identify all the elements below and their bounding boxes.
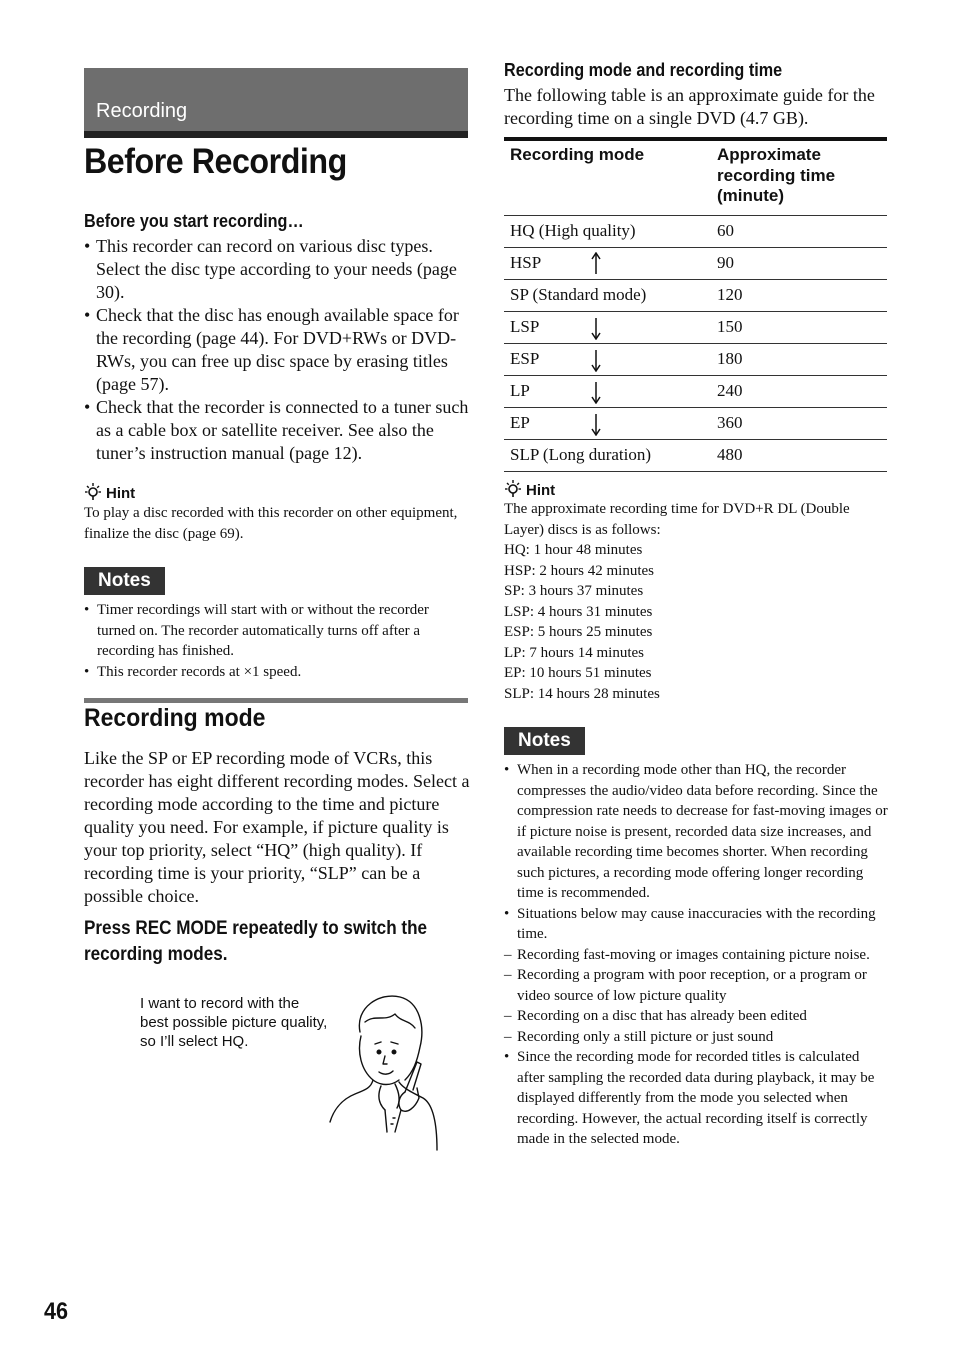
recording-time-table [504, 137, 887, 472]
list-item: • Situations below may cause inaccuracies with the recording time. – Recording fast-moving or images containing picture noise. – Recording a program with poor reception, or a program or video source of low picture quality – Recording on a disc that has already been edited – Recording only a still picture or just sound [504, 904, 888, 1048]
arrow-down-icon [591, 316, 601, 340]
list-item: • This recorder records at ×1 speed. [84, 662, 468, 683]
rec-time-intro: The following table is an approximate guide for the recording time on a single DVD (4.7 GB). [504, 85, 875, 128]
list-item: • Timer recordings will start with or without the recorder turned on. The recorder automatically turns off after a recording has finished. [84, 600, 468, 662]
hint2-text [504, 499, 887, 704]
sub-list-item: – Recording only a still picture or just sound [504, 1027, 888, 1048]
sub-list-item: – Recording a program with poor reception, or a program or video source of low picture quality [504, 965, 888, 1006]
arrow-down-icon [591, 348, 601, 372]
hint-label: Hint [84, 483, 135, 502]
before-start-heading: Before you start recording… [84, 211, 304, 231]
list-item: • Check that the disc has enough available space for the recording (page 44). For DVD+RWs or DVD-RWs, you can free up disc space by erasing titles (page 57). [84, 304, 470, 396]
time-cell: 150 [711, 311, 887, 343]
time-cell: 360 [711, 407, 887, 439]
arrow-up-icon [591, 252, 601, 276]
sub-list-item: – Recording on a disc that has already been edited [504, 1006, 888, 1027]
mode-cell: SP (Standard mode) [504, 279, 711, 311]
header-rule [84, 131, 468, 138]
dl-time-line: SP: 3 hours 37 minutes [504, 583, 644, 599]
list-item: • When in a recording mode other than HQ, the recorder compresses the audio/video data before recording. Since the compression rate needs to decrease for fast-moving images or if picture noise is present, recorded data size increases, and available recording time becomes shorter. When recording such pictures, a recording mode offering longer recording time is recommended. [504, 760, 888, 904]
time-cell: 480 [711, 439, 887, 471]
dl-time-line: ESP: 5 hours 25 minutes [504, 624, 653, 640]
speech-text: I want to record with the best possible picture quality, so I’ll select HQ. [140, 995, 328, 1050]
dl-time-line: HQ: 1 hour 48 minutes [504, 542, 643, 558]
arrow-down-icon [591, 380, 601, 404]
dl-time-line: SLP: 14 hours 28 minutes [504, 685, 660, 702]
recording-mode-paragraph: Like the SP or EP recording mode of VCRs, this recorder has eight different recording modes. Select a recording mode according to the time and picture quality you need. For example, if picture quality is your top priority, select “HQ” (high quality). If recording time is your priority, “SLP” can be a possible choice. [84, 748, 470, 906]
dl-time-line: EP: 10 hours 51 minutes [504, 665, 652, 681]
notes-list [84, 600, 468, 682]
table-row [504, 311, 887, 343]
mode-cell: EP [504, 407, 711, 439]
table-header-row [504, 139, 887, 215]
table-row [504, 343, 887, 375]
arrow-down-icon [591, 412, 601, 436]
page-title: Before Recording [84, 142, 347, 181]
section-label: Recording [96, 100, 188, 122]
sub-list-item: – Recording fast-moving or images containing picture noise. [504, 945, 888, 966]
table-row [504, 279, 887, 311]
hint-label: Hint [504, 480, 555, 499]
hint2-intro: The approximate recording time for DVD+R DL (Double Layer) discs is as follows: [504, 501, 850, 538]
mode-cell: HSP [504, 247, 711, 279]
table-row [504, 375, 887, 407]
before-start-list [84, 235, 470, 465]
time-cell: 120 [711, 279, 887, 311]
mode-cell: HQ (High quality) [504, 215, 711, 247]
notes2-list [504, 760, 888, 1150]
table-row [504, 407, 887, 439]
time-cell: 90 [711, 247, 887, 279]
time-cell: 180 [711, 343, 887, 375]
dl-time-line: LP: 7 hours 14 minutes [504, 644, 645, 661]
section-header-bar [84, 68, 468, 131]
mode-cell: ESP [504, 343, 711, 375]
table-row [504, 215, 887, 247]
column-header-mode: Recording mode [504, 139, 711, 215]
lightbulb-icon [504, 480, 522, 498]
notes-badge: Notes [504, 727, 585, 755]
hint-text: To play a disc recorded with this recorder on other equipment, finalize the disc (page 69). [84, 505, 458, 542]
dl-time-line: LSP: 4 hours 31 minutes [504, 603, 653, 620]
time-cell: 60 [711, 215, 887, 247]
list-item: • Check that the recorder is connected to a tuner such as a cable box or satellite receiver. See also the tuner’s instruction manual (page 12). [84, 396, 470, 465]
recording-mode-title: Recording mode [84, 704, 266, 732]
table-row [504, 247, 887, 279]
time-cell: 240 [711, 375, 887, 407]
list-item: • This recorder can record on various disc types. Select the disc type according to your needs (page 30). [84, 235, 470, 304]
column-header-time: Approximate recording time (minute) [711, 139, 887, 215]
instruction-text: Press REC MODE repeatedly to switch the recording modes. [84, 918, 428, 965]
rec-time-heading: Recording mode and recording time [504, 60, 783, 80]
lightbulb-icon [84, 483, 102, 501]
list-item: • Since the recording mode for recorded titles is calculated after sampling the recorded data during playback, it may be displayed differently from the mode you selected when recording. However, the actual recording itself is correctly made in the selected mode. [504, 1047, 888, 1150]
mode-cell: SLP (Long duration) [504, 439, 711, 471]
page-number: 46 [44, 1298, 69, 1325]
mode-cell: LP [504, 375, 711, 407]
dl-time-line: HSP: 2 hours 42 minutes [504, 562, 655, 579]
mode-cell: LSP [504, 311, 711, 343]
section-rule [84, 698, 468, 703]
person-illustration [325, 992, 445, 1152]
notes-badge: Notes [84, 567, 165, 595]
table-row [504, 439, 887, 471]
